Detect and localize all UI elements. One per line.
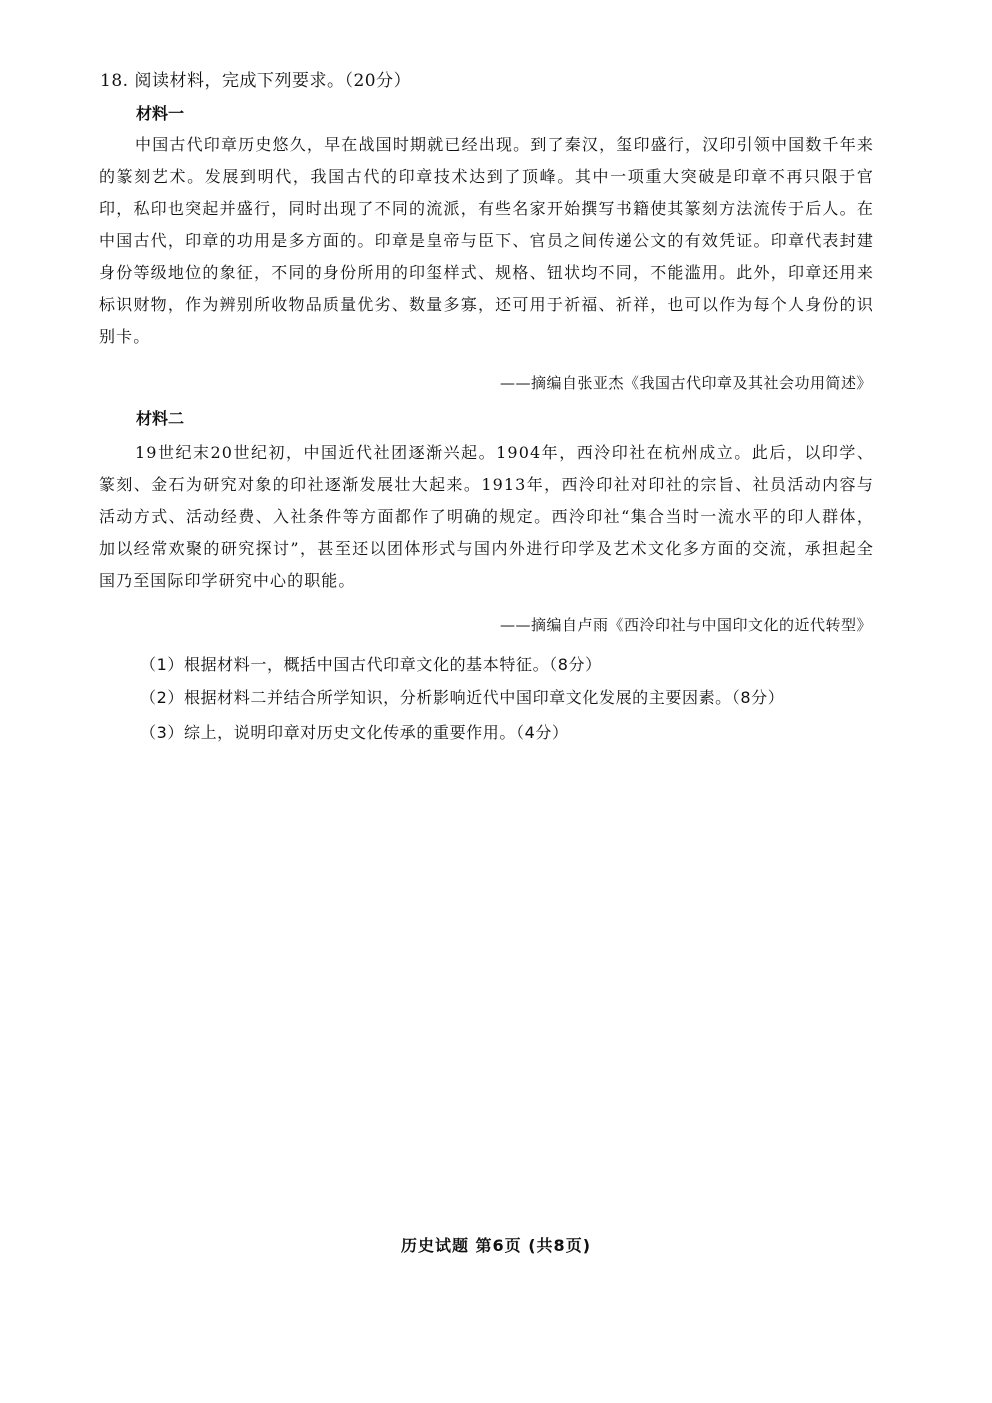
material-two-text: 19世纪末20世纪初，中国近代社团逐渐兴起。1904年，西泠印社在杭州成立。此后，以印学、篆刻、金石为研究对象的印社逐渐发展壮大起来。1913年，西泠印社对印社的宗旨、社员活动内容与活动方式、活动经费、入社条件等方面都作了明确的规定。西泠印社“集合当时一流水平的印人群体，加以经常欢聚的研究探讨”，甚至还以团体形式与国内外进行印学及艺术文化多方面的交流，承担起全国乃至国际印学研究中心的职能。 bbox=[99, 443, 874, 590]
material-two-source: ——摘编自卢雨《西泠印社与中国印文化的近代转型》 bbox=[499, 616, 872, 634]
question-title: 18. 阅读材料，完成下列要求。（20分） bbox=[100, 71, 412, 91]
material-one-source: ——摘编自张亚杰《我国古代印章及其社会功用简述》 bbox=[499, 374, 872, 392]
page-footer: 历史试题 第6页 (共8页) bbox=[400, 1236, 592, 1255]
sub-question-2: （2）根据材料二并结合所学知识，分析影响近代中国印章文化发展的主要因素。（8分） bbox=[140, 688, 785, 707]
material-one-text: 中国古代印章历史悠久，早在战国时期就已经出现。到了秦汉，玺印盛行，汉印引领中国数千年来的篆刻艺术。发展到明代，我国古代的印章技术达到了顶峰。其中一项重大突破是印章不再只限于官印，私印也突起并盛行，同时出现了不同的流派，有些名家开始撰写书籍使其篆刻方法流传于后人。在中国古代，印章的功用是多方面的。印章是皇帝与臣下、官员之间传递公文的有效凭证。印章代表封建身份等级地位的象征，不同的身份所用的印玺样式、规格、钮状均不同，不能滥用。此外，印章还用来标识财物，作为辨别所收物品质量优劣、数量多寡，还可用于祈福、祈祥，也可以作为每个人身份的识别卡。 bbox=[99, 135, 874, 346]
material-two-heading: 材料二 bbox=[136, 409, 185, 428]
sub-question-1: （1）根据材料一，概括中国古代印章文化的基本特征。（8分） bbox=[140, 655, 602, 674]
sub-question-3: （3）综上，说明印章对历史文化传承的重要作用。（4分） bbox=[140, 723, 569, 742]
material-one-heading: 材料一 bbox=[136, 104, 185, 123]
